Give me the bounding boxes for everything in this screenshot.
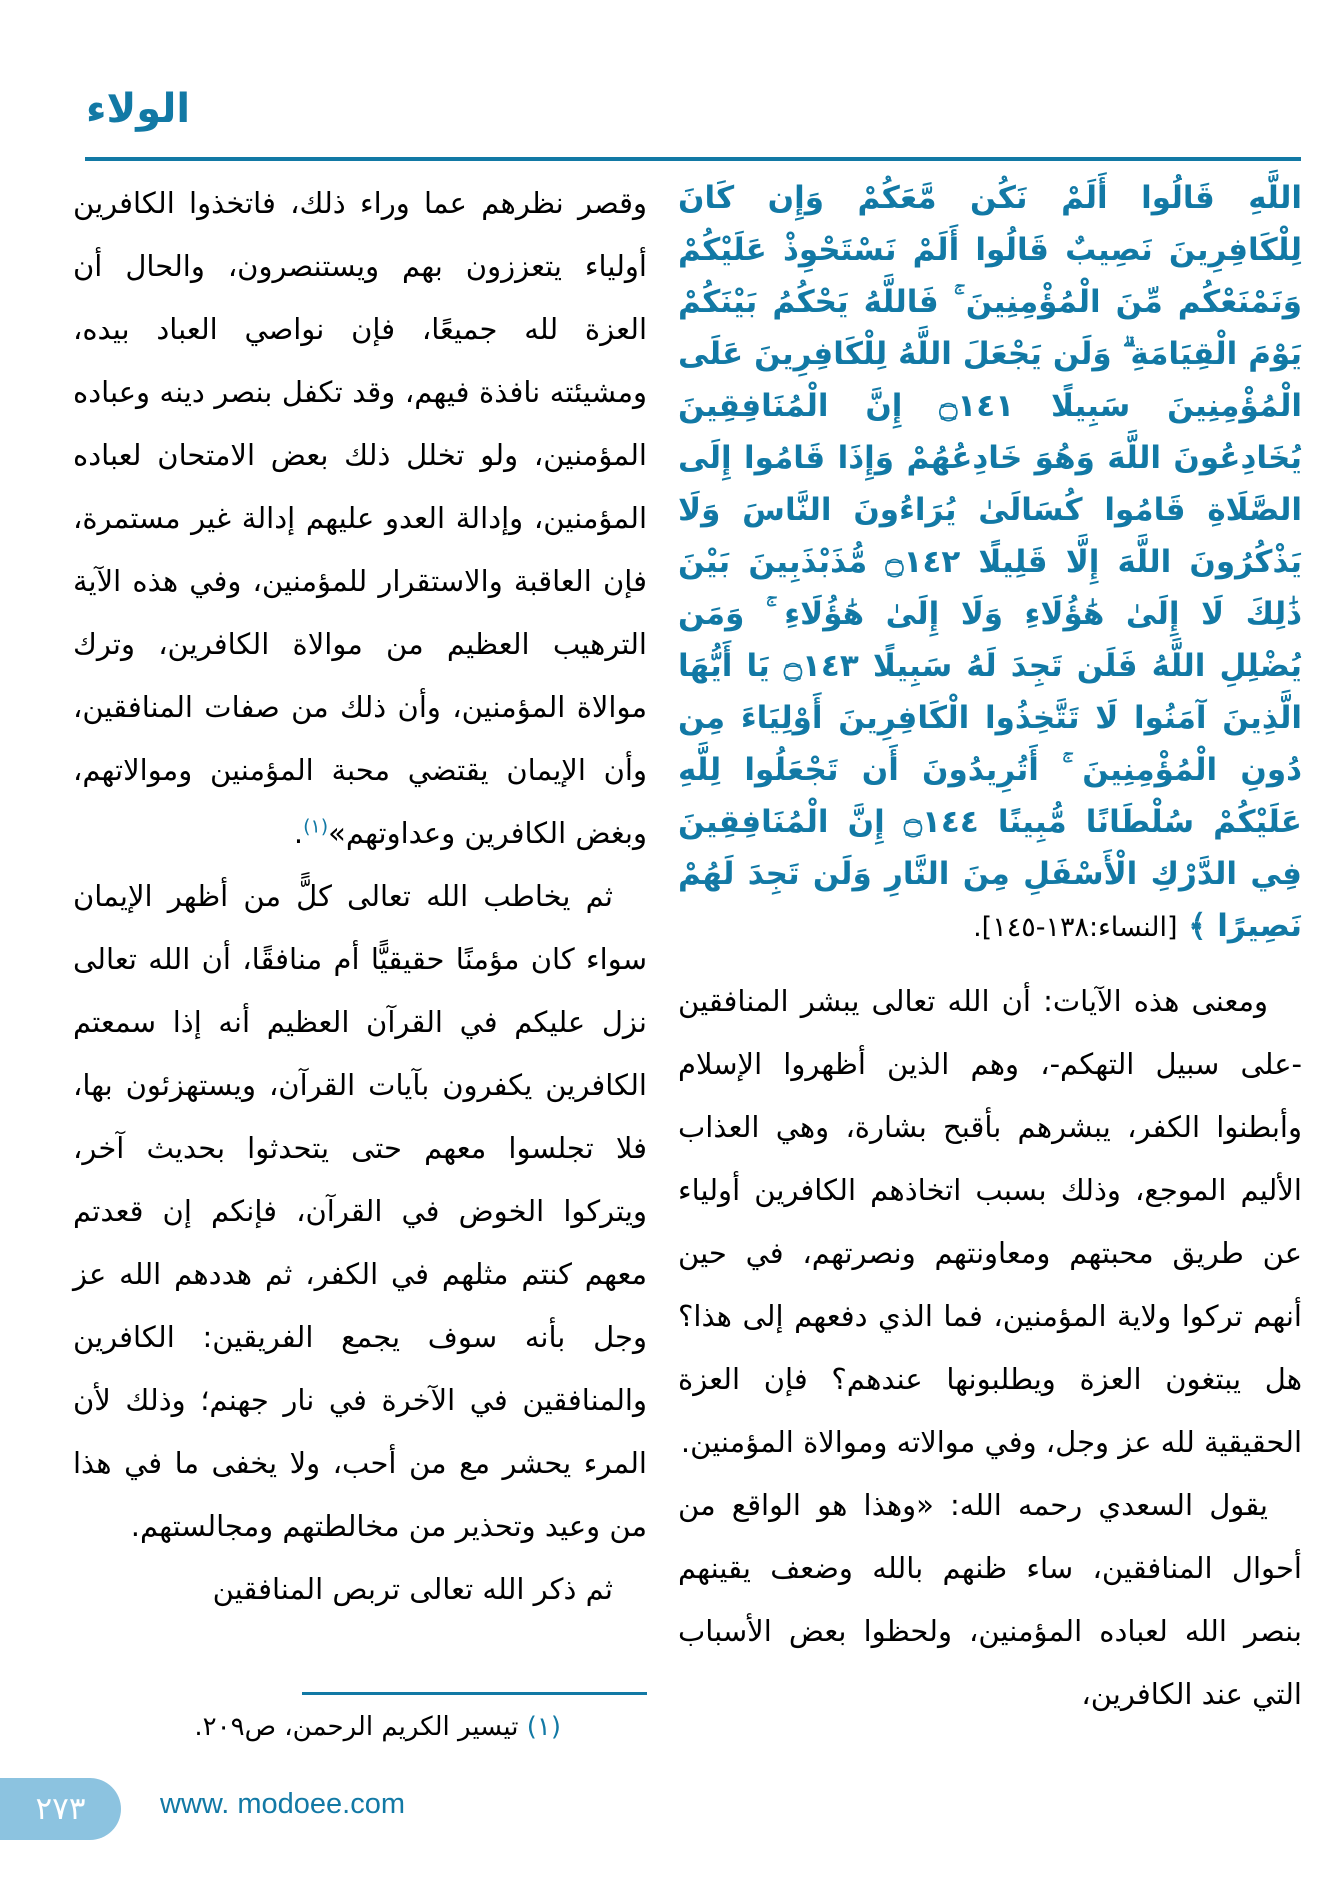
meaning-paragraph: ومعنى هذه الآيات: أن الله تعالى يبشر المنافقين -على سبيل التهكم-، وهم الذين أظهروا الإسلام وأبطنوا الكفر، يبشرهم بأقبح بشارة، وهي العذاب الأليم الموجع، وذلك بسبب اتخاذهم الكافرين أولياء عن طريق محبتهم ومعاونتهم ونصرتهم، في حين أنهم تركوا ولاية المؤمنين، فما الذي دفعهم إلى هذا؟ هل يبتغون العزة ويطلبونها عندهم؟ فإن العزة الحقيقية لله عز وجل، وفي موالاته وموالاة المؤمنين. bbox=[678, 984, 1302, 1459]
footnote-area bbox=[73, 1692, 647, 1747]
quran-closing-bracket: ﴾ bbox=[1177, 908, 1207, 944]
footnote-divider bbox=[302, 1692, 647, 1695]
address-paragraph: ثم يخاطب الله تعالى كلًّ من أظهر الإيمان سواء كان مؤمنًا حقيقيًّا أم منافقًا، أن الله تعالى نزل عليكم في القرآن العظيم أنه إذا سمعتم الكافرين يكفرون بآيات القرآن، ويستهزئون بها، فلا تجلسوا معهم حتى يتحدثوا بحديث آخر، ويتركوا الخوض في القرآن، فإنكم إن قعدتم معهم كنتم مثلهم في الكفر، ثم هددهم الله عز وجل بأنه سوف يجمع الفريقين: الكافرين والمنافقين في الآخرة في نار جهنم؛ وذلك لأن المرء يحشر مع من أحب، ولا يخفى ما في هذا من وعيد وتحذير من مخالطتهم ومجالستهم. bbox=[73, 879, 647, 1543]
page-header-title: الولاء bbox=[86, 86, 191, 132]
quran-verse-text: اللَّهِ قَالُوا أَلَمْ نَكُن مَّعَكُمْ وَإِن كَانَ لِلْكَافِرِينَ نَصِيبٌ قَالُوا أَلَمْ نَسْتَحْوِذْ عَلَيْكُمْ وَنَمْنَعْكُم مِّنَ الْمُؤْمِنِينَ ۚ فَاللَّهُ يَحْكُمُ بَيْنَكُمْ يَوْمَ الْقِيَامَةِ ۗ وَلَن يَجْعَلَ اللَّهُ لِلْكَافِرِينَ عَلَى الْمُؤْمِنِينَ سَبِيلًا ۝١٤١ إِنَّ الْمُنَافِقِينَ يُخَادِعُونَ اللَّهَ وَهُوَ خَادِعُهُمْ وَإِذَا قَامُوا إِلَى الصَّلَاةِ قَامُوا كُسَالَىٰ يُرَاءُونَ النَّاسَ وَلَا يَذْكُرُونَ اللَّهَ إِلَّا قَلِيلًا ۝١٤٢ مُّذَبْذَبِينَ بَيْنَ ذَٰلِكَ لَا إِلَىٰ هَٰؤُلَاءِ وَلَا إِلَىٰ هَٰؤُلَاءِ ۚ وَمَن يُضْلِلِ اللَّهُ فَلَن تَجِدَ لَهُ سَبِيلًا ۝١٤٣ يَا أَيُّهَا الَّذِينَ آمَنُوا لَا تَتَّخِذُوا الْكَافِرِينَ أَوْلِيَاءَ مِن دُونِ الْمُؤْمِنِينَ ۚ أَتُرِيدُونَ أَن تَجْعَلُوا لِلَّهِ عَلَيْكُمْ سُلْطَانًا مُّبِينًا ۝١٤٤ إِنَّ الْمُنَافِقِينَ فِي الدَّرْكِ الْأَسْفَلِ مِنَ النَّارِ وَلَن تَجِدَ لَهُمْ نَصِيرًا bbox=[678, 180, 1302, 944]
right-column bbox=[678, 172, 1302, 1726]
paragraph-period: . bbox=[293, 816, 304, 850]
footnote bbox=[73, 1707, 647, 1747]
closing-paragraph: ثم ذكر الله تعالى تربص المنافقين bbox=[212, 1572, 613, 1606]
page-number: ٢٧٣ bbox=[35, 1791, 86, 1827]
left-column bbox=[73, 172, 647, 1621]
footnote-text: تيسير الكريم الرحمن، ص٢٠٩. bbox=[194, 1712, 519, 1742]
footnote-ref-marker: (١) bbox=[303, 815, 329, 838]
footnote-marker: (١) bbox=[518, 1712, 561, 1742]
paragraph-text: وقصر نظرهم عما وراء ذلك، فاتخذوا الكافرين أولياء يتعززون بهم ويستنصرون، والحال أن العزة لله جميعًا، فإن نواصي العباد بيده، ومشيئته نافذة فيهم، وقد تكفل بنصر دينه وعباده المؤمنين، ولو تخلل ذلك بعض الامتحان لعباده المؤمنين، وإدالة العدو عليهم إدالة غير مستمرة، فإن العاقبة والاستقرار للمؤمنين، وفي هذه الآية الترهيب العظيم من موالاة الكافرين، وترك موالاة المؤمنين، وأن ذلك من صفات المنافقين، وأن الإيمان يقتضي محبة المؤمنين وموالاتهم، وبغض الكافرين وعداوتهم» bbox=[73, 186, 647, 850]
saadi-quote-paragraph: يقول السعدي رحمه الله: «وهذا هو الواقع من أحوال المنافقين، ساء ظنهم بالله وضعف يقينهم بنصر الله لعباده المؤمنين، ولحظوا بعض الأسباب التي عند الكافرين، bbox=[678, 1488, 1302, 1711]
header-divider bbox=[85, 157, 1301, 161]
website-url: www. modoee.com bbox=[160, 1788, 405, 1820]
continuation-paragraph bbox=[73, 172, 647, 865]
quran-block bbox=[678, 172, 1302, 954]
page-number-badge bbox=[0, 1778, 121, 1840]
quran-reference: [النساء:١٣٨-١٤٥]. bbox=[973, 912, 1178, 943]
